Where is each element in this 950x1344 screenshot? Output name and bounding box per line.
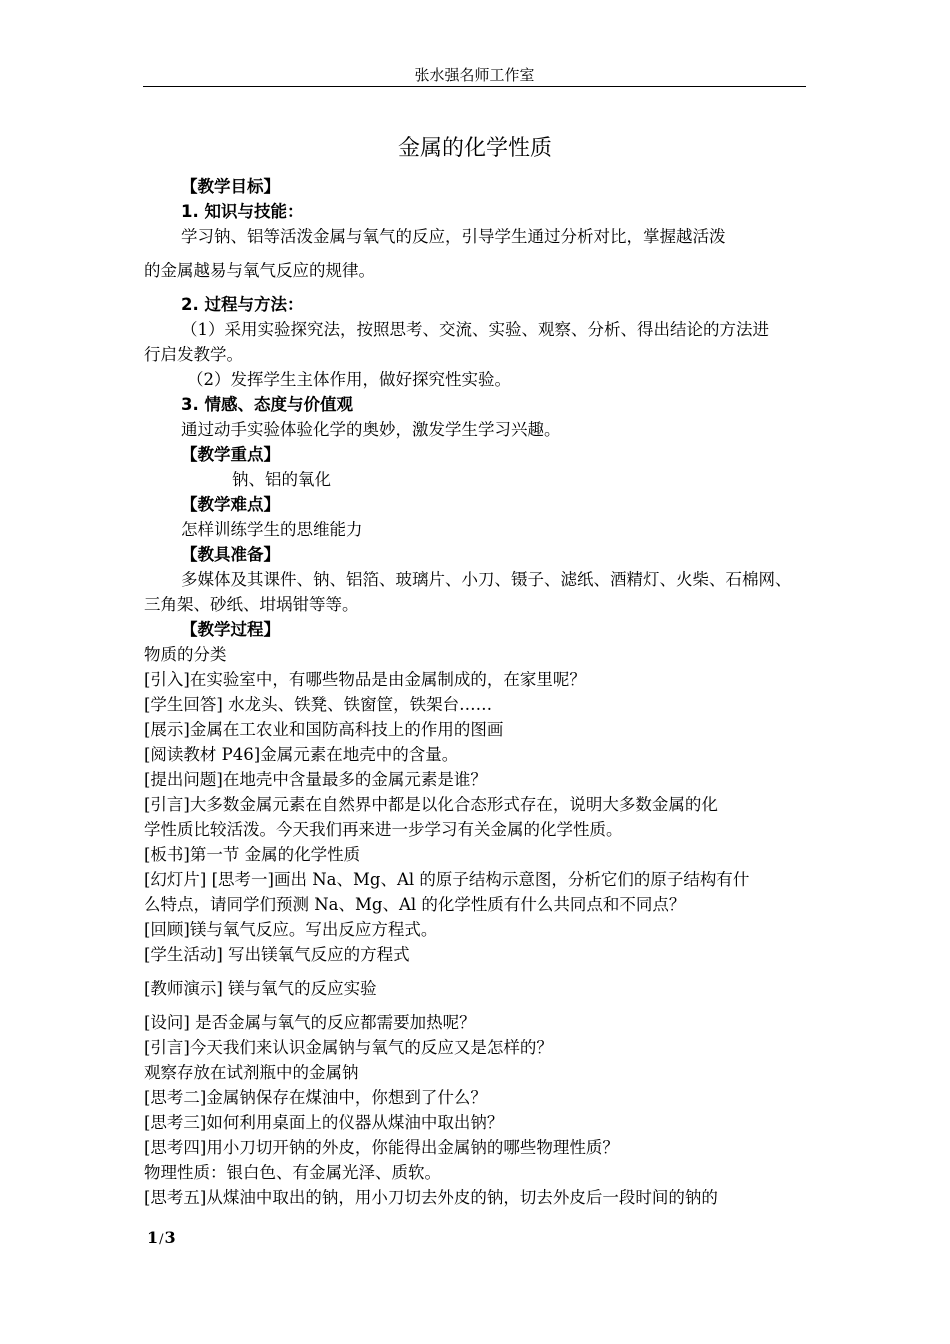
current-page: 1 <box>147 1228 159 1247</box>
paragraph-line: [回顾]镁与氧气反应。写出反应方程式。 <box>144 920 438 939</box>
total-pages: 3 <box>164 1228 176 1247</box>
paragraph-line: 么特点，请同学们预测 Na、Mg、Al 的化学性质有什么共同点和不同点？ <box>144 895 686 914</box>
paragraph-line: [思考二]金属钠保存在煤油中，你想到了什么？ <box>144 1088 487 1107</box>
section-heading-process: 【教学过程】 <box>181 620 280 639</box>
paragraph-line: [阅读教材 P46]金属元素在地壳中的含量。 <box>144 745 459 764</box>
paragraph-line: [思考五]从煤油中取出的钠，用小刀切去外皮的钠，切去外皮后一段时间的钠的 <box>144 1188 718 1207</box>
paragraph-line: [设问] 是否金属与氧气的反应都需要加热呢？ <box>144 1013 476 1032</box>
paragraph-line: [引入]在实验室中，有哪些物品是由金属制成的，在家里呢？ <box>144 670 586 689</box>
paragraph-line: [展示]金属在工农业和国防高科技上的作用的图画 <box>144 720 504 739</box>
paragraph-line: 学习钠、铝等活泼金属与氧气的反应，引导学生通过分析对比，掌握越活泼 <box>181 227 726 246</box>
paragraph-line: [提出问题]在地壳中含量最多的金属元素是谁？ <box>144 770 487 789</box>
section-heading-key-points: 【教学重点】 <box>181 445 280 464</box>
paragraph-line: [板书]第一节 金属的化学性质 <box>144 845 361 864</box>
paragraph-line: 钠、铝的氧化 <box>232 470 331 489</box>
subheading-process: 2. 过程与方法： <box>181 295 304 314</box>
subheading-emotion: 3. 情感、态度与价值观 <box>181 395 353 414</box>
paragraph-line: [学生活动] 写出镁氧气反应的方程式 <box>144 945 410 964</box>
paragraph-line: 三角架、砂纸、坩埚钳等等。 <box>144 595 359 614</box>
paragraph-line: 的金属越易与氧气反应的规律。 <box>144 261 375 280</box>
paragraph-line: 观察存放在试剂瓶中的金属钠 <box>144 1063 359 1082</box>
section-heading-difficulties: 【教学难点】 <box>181 495 280 514</box>
paragraph-line: [引言]今天我们来认识金属钠与氧气的反应又是怎样的？ <box>144 1038 553 1057</box>
page-header: 张水强名师工作室 <box>414 66 535 84</box>
paragraph-line: [教师演示] 镁与氧气的反应实验 <box>144 979 377 998</box>
paragraph-line: （2）发挥学生主体作用，做好探究性实验。 <box>187 370 511 389</box>
paragraph-line: [思考四]用小刀切开钠的外皮，你能得出金属钠的哪些物理性质？ <box>144 1138 619 1157</box>
paragraph-line: 通过动手实验体验化学的奥妙，激发学生学习兴趣。 <box>181 420 561 439</box>
paragraph-line: [思考三]如何利用桌面上的仪器从煤油中取出钠？ <box>144 1113 504 1132</box>
paragraph-line: 物质的分类 <box>144 645 227 664</box>
paragraph-line: 物理性质：银白色、有金属光泽、质软。 <box>144 1163 441 1182</box>
paragraph-line: 行启发教学。 <box>144 345 243 364</box>
page-number <box>147 1228 176 1247</box>
paragraph-line: （1）采用实验探究法，按照思考、交流、实验、观察、分析、得出结论的方法进 <box>181 320 769 339</box>
section-heading-objectives: 【教学目标】 <box>181 177 280 196</box>
section-heading-tools: 【教具准备】 <box>181 545 280 564</box>
document-title: 金属的化学性质 <box>397 136 552 161</box>
paragraph-line: [幻灯片] [思考一]画出 Na、Mg、Al 的原子结构示意图，分析它们的原子结构有什 <box>144 870 750 889</box>
paragraph-line: 学性质比较活泼。今天我们再来进一步学习有关金属的化学性质。 <box>144 820 623 839</box>
document-body <box>144 174 814 1210</box>
paragraph-line: [引言]大多数金属元素在自然界中都是以化合态形式存在，说明大多数金属的化 <box>144 795 718 814</box>
paragraph-line: [学生回答] 水龙头、铁凳、铁窗筐，铁架台…… <box>144 695 493 714</box>
subheading-knowledge: 1. 知识与技能： <box>181 202 304 221</box>
paragraph-line: 多媒体及其课件、钠、铝箔、玻璃片、小刀、镊子、滤纸、酒精灯、火柴、石棉网、 <box>181 570 792 589</box>
page-separator: / <box>159 1232 164 1247</box>
paragraph-line: 怎样训练学生的思维能力 <box>181 520 363 539</box>
header-rule <box>143 86 806 87</box>
